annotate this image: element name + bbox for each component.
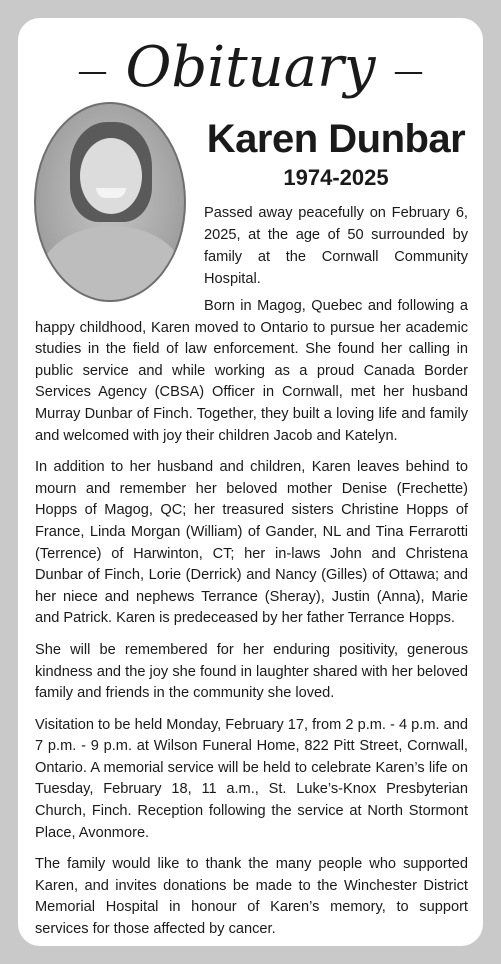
- paragraph-visitation: Visitation to be held Monday, February 17, from 2 p.m. - 4 p.m. and 7 p.m. - 9 p.m. at Wilson Funeral Home, 822 Pitt Street, Cornwall, Ontario. A memorial service will be held to celebrate Karen’s life on Tuesday, February 18, 11 a.m., St. Luke’s-Knox Presbyterian Church, Finch. Reception following the service at North Stormont Place, Avonmore.: [35, 716, 468, 841]
- portrait-face: [80, 138, 142, 214]
- paragraph-survivors: In addition to her husband and children, Karen leaves behind to mourn and remember her beloved mother Denise (Frechette) Hopps of Magog, QC; her treasured sisters Christine Hopps of France, Linda Morgan (William) of Gander, NL and Tina Ferrarotti (Terrence) of Harwinton, CT; her in-laws John and Christena Dunbar of Finch, Lorie (Derrick) and Nancy (Gilles) of Ottawa; and her niece and nephews Terrance (Sheray), Justin (Anna), Marie and Patrick. Karen is predeceased by her father Terrance Hopps.: [35, 459, 468, 627]
- obituary-body: [35, 296, 468, 946]
- paragraph-remembrance: She will be remembered for her enduring positivity, generous kindness and the joy she found in laughter shared with her beloved family and friends in the community she loved.: [35, 641, 468, 702]
- paragraph-passing: Passed away peacefully on February 6, 2025, at the age of 50 surrounded by family at the Cornwall Community Hospital.: [204, 205, 468, 287]
- portrait-photo: [34, 102, 186, 302]
- portrait-body: [40, 226, 184, 302]
- person-name: Karen Dunbar: [206, 117, 466, 161]
- paragraph-donations: The family would like to thank the many people who supported Karen, and invites donations be made to the Winchester District Memorial Hospital in honour of Karen’s memory, to support services for those affected by cancer.: [35, 856, 468, 938]
- heading-dash-right: —: [393, 53, 424, 89]
- obituary-card: [18, 18, 483, 946]
- heading-dash-left: —: [77, 53, 108, 89]
- obituary-heading: [18, 36, 483, 104]
- paragraph-biography: Born in Magog, Quebec and following a happy childhood, Karen moved to Ontario to pursue her academic studies in the field of law enforcement. She found her calling in public service and while working as a proud Canada Border Services Agency (CBSA) Officer in Cornwall, met her husband Murray Dunbar of Finch. Together, they built a loving life and family and welcomed with joy their children Jacob and Katelyn.: [35, 298, 468, 444]
- heading-title: Obituary: [125, 35, 376, 100]
- person-years: 1974-2025: [283, 165, 389, 190]
